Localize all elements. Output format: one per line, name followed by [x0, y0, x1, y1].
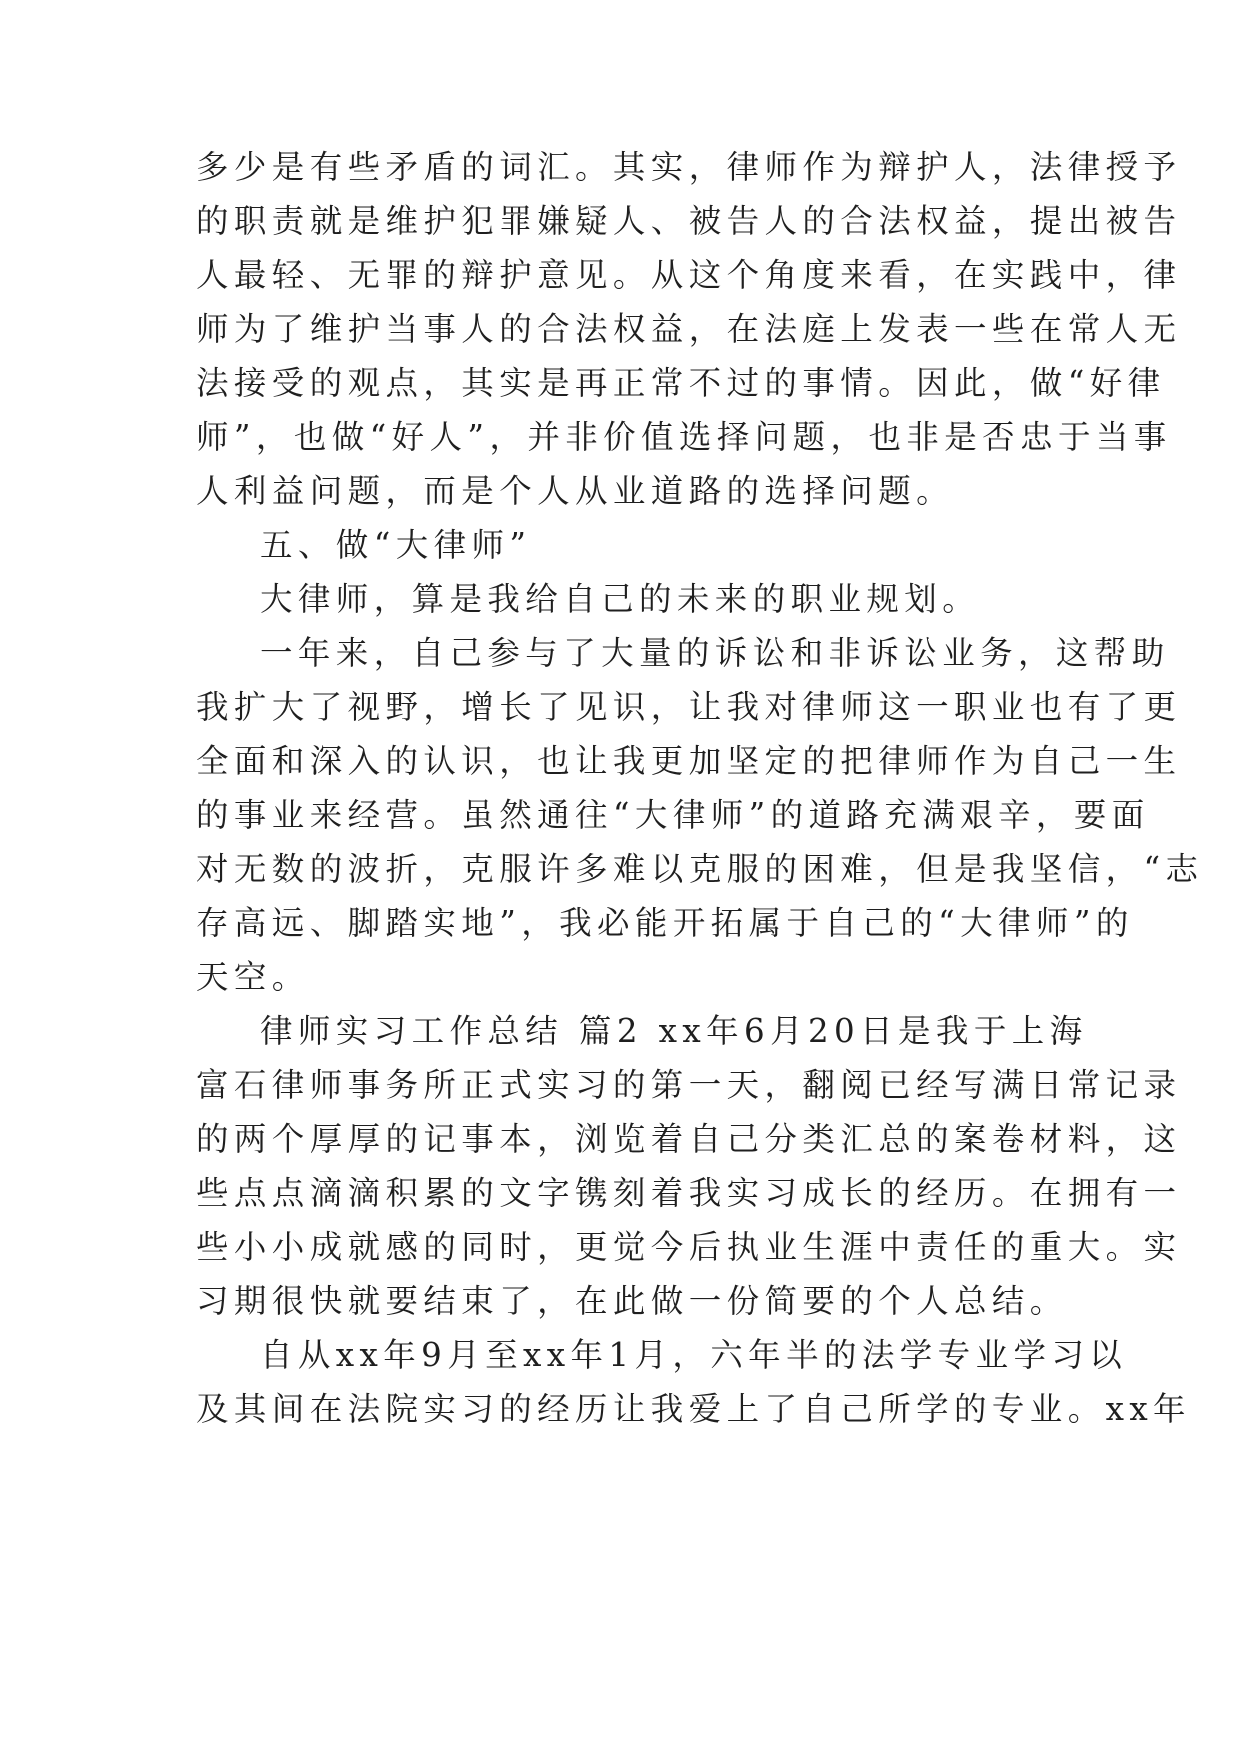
- text-line: 人利益问题，而是个人从业道路的选择问题。: [196, 472, 955, 510]
- text-line: 天空。: [196, 958, 310, 996]
- text-line: 富石律师事务所正式实习的第一天，翻阅已经写满日常记录: [196, 1066, 1182, 1104]
- text-line: 及其间在法院实习的经历让我爱上了自己所学的专业。xx年: [196, 1390, 1191, 1428]
- text-line: 自从xx年9月至xx年1月，六年半的法学专业学习以: [260, 1336, 1128, 1374]
- section-heading: 五、做“大律师”: [260, 526, 532, 564]
- text-line: 律师实习工作总结 篇2 xx年6月20日是我于上海: [260, 1012, 1088, 1050]
- text-line: 存高远、脚踏实地”，我必能开拓属于自己的“大律师”的: [196, 904, 1134, 942]
- text-line: 师为了维护当事人的合法权益，在法庭上发表一些在常人无: [196, 310, 1182, 348]
- text-line: 一年来，自己参与了大量的诉讼和非诉讼业务，这帮助: [260, 634, 1170, 672]
- text-line: 的两个厚厚的记事本，浏览着自己分类汇总的案卷材料，这: [196, 1120, 1182, 1158]
- text-line: 些小小成就感的同时，更觉今后执业生涯中责任的重大。实: [196, 1228, 1182, 1266]
- text-line: 全面和深入的认识，也让我更加坚定的把律师作为自己一生: [196, 742, 1182, 780]
- text-line: 法接受的观点，其实是再正常不过的事情。因此，做“好律: [196, 364, 1166, 402]
- text-line: 的事业来经营。虽然通往“大律师”的道路充满艰辛，要面: [196, 796, 1150, 834]
- text-line: 师”，也做“好人”，并非价值选择问题，也非是否忠于当事: [196, 418, 1172, 456]
- text-line: 我扩大了视野，增长了见识，让我对律师这一职业也有了更: [196, 688, 1182, 726]
- text-line: 对无数的波折，克服许多难以克服的困难，但是我坚信，“志: [196, 850, 1204, 888]
- text-line: 大律师，算是我给自己的未来的职业规划。: [260, 580, 981, 618]
- text-line: 习期很快就要结束了，在此做一份简要的个人总结。: [196, 1282, 1068, 1320]
- text-line: 些点点滴滴积累的文字镌刻着我实习成长的经历。在拥有一: [196, 1174, 1182, 1212]
- text-line: 的职责就是维护犯罪嫌疑人、被告人的合法权益，提出被告: [196, 202, 1182, 240]
- text-line: 多少是有些矛盾的词汇。其实，律师作为辩护人，法律授予: [196, 148, 1182, 186]
- text-line: 人最轻、无罪的辩护意见。从这个角度来看，在实践中，律: [196, 256, 1182, 294]
